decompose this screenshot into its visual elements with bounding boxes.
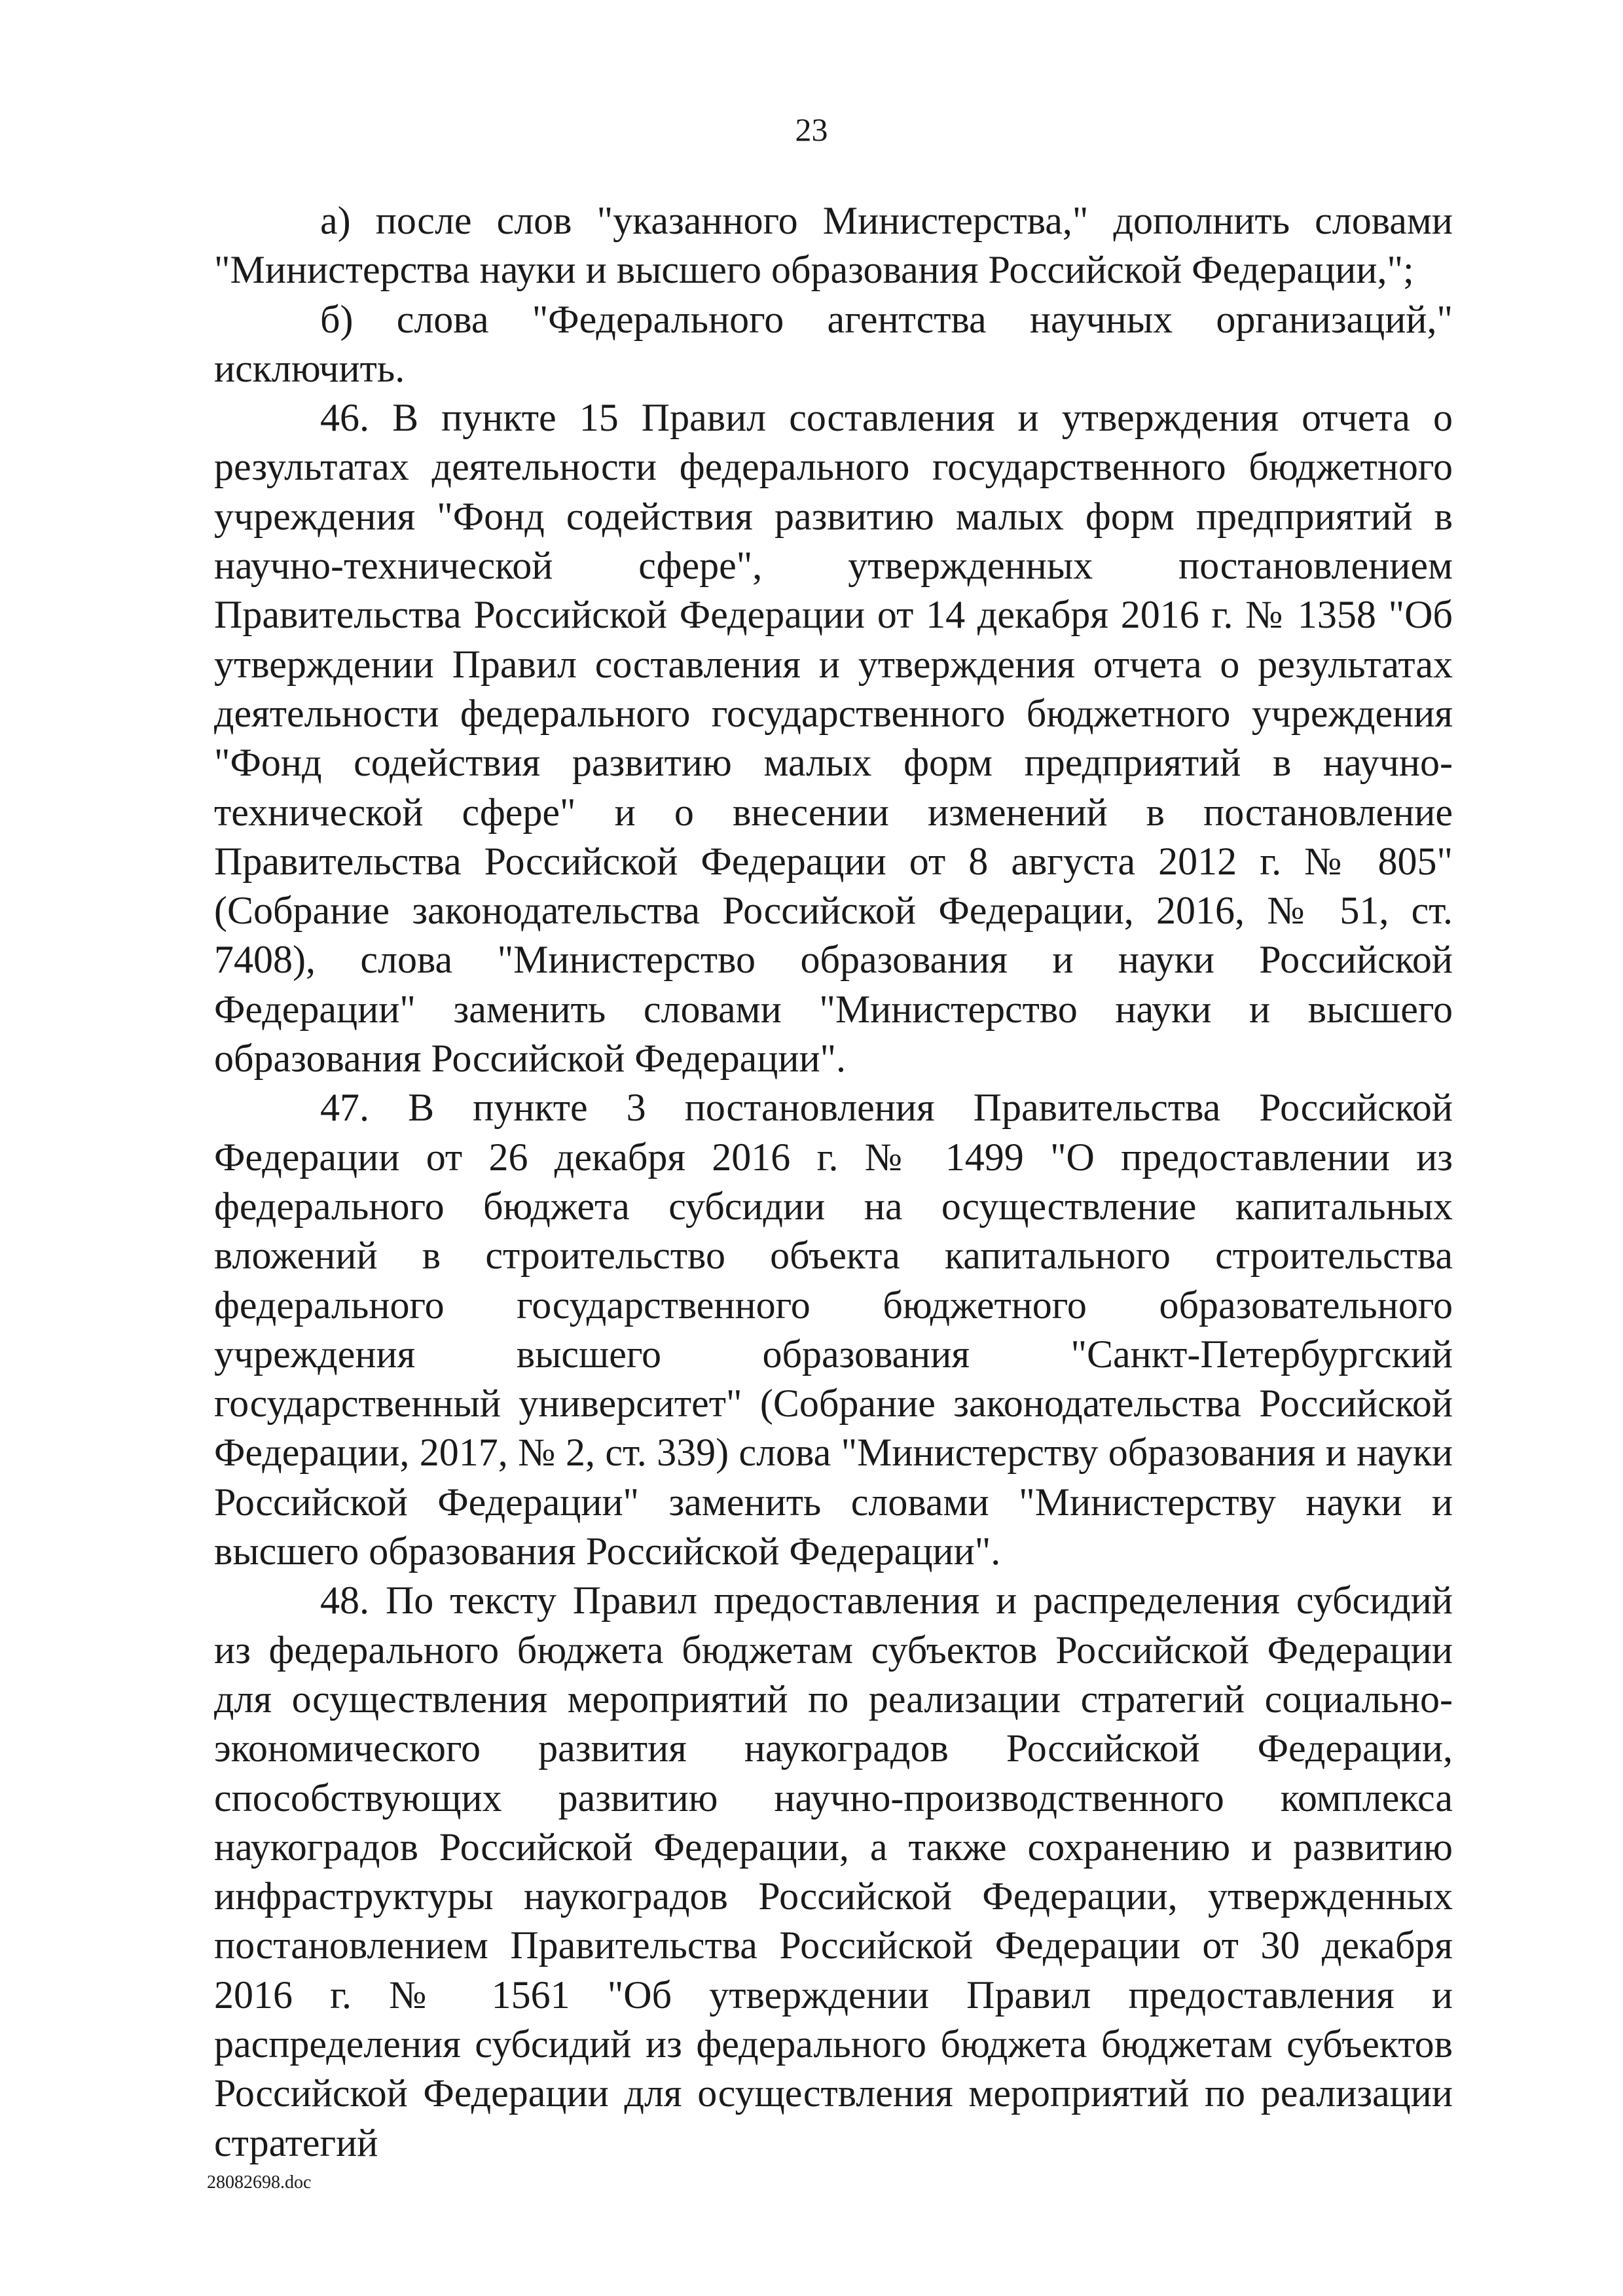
paragraph-48: 48. По тексту Правил предоставления и распределения субсидий из федерального бюджета бюджетам субъектов Российской Федерации для осуществления мероприятий по реализации стратегий социально-экономического развития наукоградов Российской Федерации, способствующих развитию научно-производственного комплекса наукоградов Российской Федерации, а также сохранению и развитию инфраструктуры наукоградов Российской Федерации, утвержденных постановлением Правительства Российской Федерации от 30 декабря 2016 г. № 1561 "Об утверждении Правил предоставления и распределения субсидий из федерального бюджета бюджетам субъектов Российской Федерации для осуществления мероприятий по реализации стратегий (214, 1579, 1453, 2164)
paragraph-46: 46. В пункте 15 Правил составления и утверждения отчета о результатах деятельности федерального государственного бюджетного учреждения "Фонд содействия развитию малых форм предприятий в научно-технической сфере", утвержденных постановлением Правительства Российской Федерации от 14 декабря 2016 г. № 1358 "Об утверждении Правил составления и утверждения отчета о результатах деятельности федерального государственного бюджетного учреждения "Фонд содействия развитию малых форм предприятий в научно-технической сфере" и о внесении изменений в постановление Правительства Российской Федерации от 8 августа 2012 г. № 805" (Собрание законодательства Российской Федерации, 2016, № 51, ст. 7408), слова "Министерство образования и науки Российской Федерации" заменить словами "Министерство науки и высшего образования Российской Федерации". (214, 396, 1453, 1081)
paragraph-item-a: а) после слов "указанного Министерства," дополнить словами "Министерства науки и высшего образования Российской Федерации,"; (214, 199, 1453, 292)
paragraph-47: 47. В пункте 3 постановления Правительства Российской Федерации от 26 декабря 2016 г. № 1499 "О предоставлении из федерального бюджета субсидии на осуществление капитальных вложений в строительство объекта капитального строительства федерального государственного бюджетного образовательного учреждения высшего образования "Санкт-Петербургский государственный университет" (Собрание законодательства Российской Федерации, 2017, № 2, ст. 339) слова "Министерству образования и науки Российской Федерации" заменить словами "Министерству науки и высшего образования Российской Федерации". (214, 1086, 1453, 1573)
paragraph-item-b: б) слова "Федерального агентства научных организаций," исключить. (214, 297, 1453, 390)
document-body (214, 196, 1453, 2168)
page-number: 23 (795, 111, 828, 148)
footer-filename: 28082698.doc (207, 2172, 312, 2193)
